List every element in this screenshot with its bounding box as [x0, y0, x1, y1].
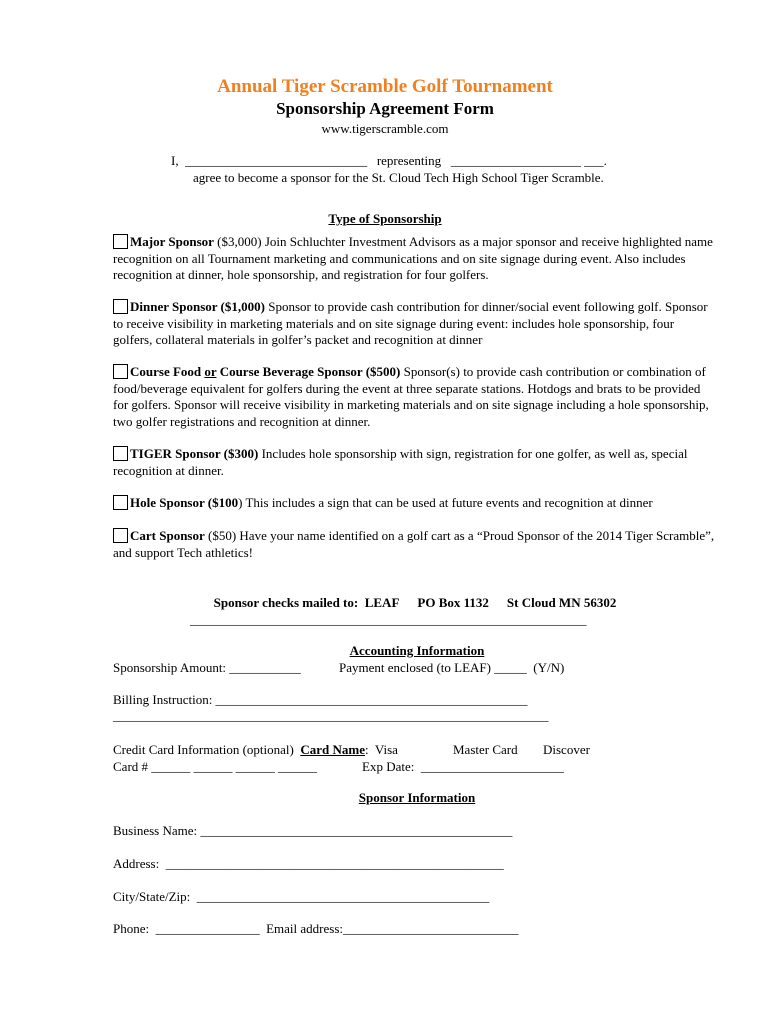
sponsor-option-hole [113, 495, 715, 512]
course-sponsor-text: Sponsor(s) to provide cash contribution or combination of food/beverage equivalent for golfers during the event at three separate stations. Hotdogs and brats to be provided for golfers. Sponsor will receive visibility in marketing materials and on site signage including a hole sponsorship, two golfer registrations and recognition at dinner. [113, 364, 709, 429]
form-subtitle: Sponsorship Agreement Form [276, 99, 494, 118]
accounting-heading: Accounting Information [349, 643, 485, 658]
hole-sponsor-checkbox[interactable] [113, 495, 128, 510]
sponsor-option-major [113, 234, 715, 284]
expiration-date-field[interactable]: Exp Date: ______________________ [362, 759, 564, 774]
website-link[interactable]: www.tigerscramble.com [321, 121, 449, 136]
credit-card-row [113, 741, 398, 758]
course-sponsor-or: or [204, 364, 217, 379]
major-sponsor-price: ($3,000) [213, 234, 262, 249]
intro-line-agree: agree to become a sponsor for the St. Cloud Tech High School Tiger Scramble. [193, 170, 604, 185]
dinner-sponsor-text: Sponsor to provide cash contribution for dinner/social event following golf. Sponsor to receive visibility in marketing materials and on site signage during event: includes hole sponsorship, four golfers, collateral materials in golfer’s packet and recognition at dinner [113, 299, 708, 347]
major-sponsor-checkbox[interactable] [113, 234, 128, 249]
sponsorship-amount-field[interactable]: Sponsorship Amount: ___________ [113, 660, 301, 675]
form-title: Annual Tiger Scramble Golf Tournament [217, 76, 553, 97]
mailing-rule: _____________________________________________________________ [190, 612, 587, 627]
card-name-label: Card Name [300, 742, 366, 757]
sponsor-information-heading: Sponsor Information [358, 790, 476, 805]
card-option-visa[interactable]: : Visa [365, 742, 398, 757]
cart-sponsor-checkbox[interactable] [113, 528, 128, 543]
sponsor-option-dinner [113, 299, 715, 349]
intro-line-name[interactable]: I, ____________________________ representing ____________________ ___. [171, 153, 607, 168]
tiger-sponsor-name: TIGER Sponsor ($300) [130, 446, 259, 461]
course-sponsor-name-b: Course Beverage Sponsor ($500) [216, 364, 401, 379]
card-option-mastercard[interactable]: Master Card [453, 742, 518, 757]
tiger-sponsor-checkbox[interactable] [113, 446, 128, 461]
phone-email-field[interactable]: Phone: ________________ Email address:___________________________ [113, 921, 519, 936]
dinner-sponsor-name: Dinner Sponsor ($1,000) [130, 299, 265, 314]
city-state-zip-field[interactable]: City/State/Zip: _____________________________________________ [113, 889, 490, 904]
sponsor-option-tiger [113, 446, 715, 479]
mailing-label: Sponsor checks mailed to: LEAF [213, 595, 400, 610]
card-option-discover[interactable]: Discover [543, 742, 590, 757]
major-sponsor-text: Join Schluchter Investment Advisors as a major sponsor and receive highlighted name recognition on all Tournament marketing and communications and on site signage during event. Also includes recognition at dinner, hole sponsorship, and registration for four golfers. [113, 234, 713, 282]
course-sponsor-checkbox[interactable] [113, 364, 128, 379]
mailing-city: St Cloud MN 56302 [506, 595, 617, 610]
billing-instruction-line2[interactable]: ___________________________________________________________________ [113, 708, 549, 723]
dinner-sponsor-checkbox[interactable] [113, 299, 128, 314]
sponsor-option-cart [113, 528, 715, 561]
course-sponsor-name-a: Course Food [130, 364, 205, 379]
hole-sponsor-name: Hole Sponsor ($100 [130, 495, 239, 510]
credit-card-label: Credit Card Information (optional) [113, 742, 301, 757]
type-of-sponsorship-heading: Type of Sponsorship [328, 211, 442, 226]
payment-enclosed-field[interactable]: Payment enclosed (to LEAF) _____ (Y/N) [339, 660, 565, 675]
billing-instruction-field[interactable]: Billing Instruction: ________________________________________________ [113, 692, 528, 707]
mailing-po-box: PO Box 1132 [417, 595, 489, 610]
hole-sponsor-text: ) This includes a sign that can be used at future events and recognition at dinner [238, 495, 653, 510]
cart-sponsor-name: Cart Sponsor [130, 528, 205, 543]
cart-sponsor-text: ($50) Have your name identified on a golf cart as a “Proud Sponsor of the 2014 Tiger Scramble”, and support Tech athletics! [113, 528, 715, 560]
sponsor-option-course [113, 364, 715, 430]
business-name-field[interactable]: Business Name: ________________________________________________ [113, 823, 513, 838]
tiger-sponsor-text: Includes hole sponsorship with sign, registration for one golfer, as well as, special recognition at dinner. [113, 446, 688, 478]
mailing-address [0, 594, 770, 611]
card-number-field[interactable]: Card # ______ ______ ______ ______ [113, 759, 318, 774]
address-field[interactable]: Address: ____________________________________________________ [113, 856, 504, 871]
major-sponsor-name: Major Sponsor [130, 234, 214, 249]
